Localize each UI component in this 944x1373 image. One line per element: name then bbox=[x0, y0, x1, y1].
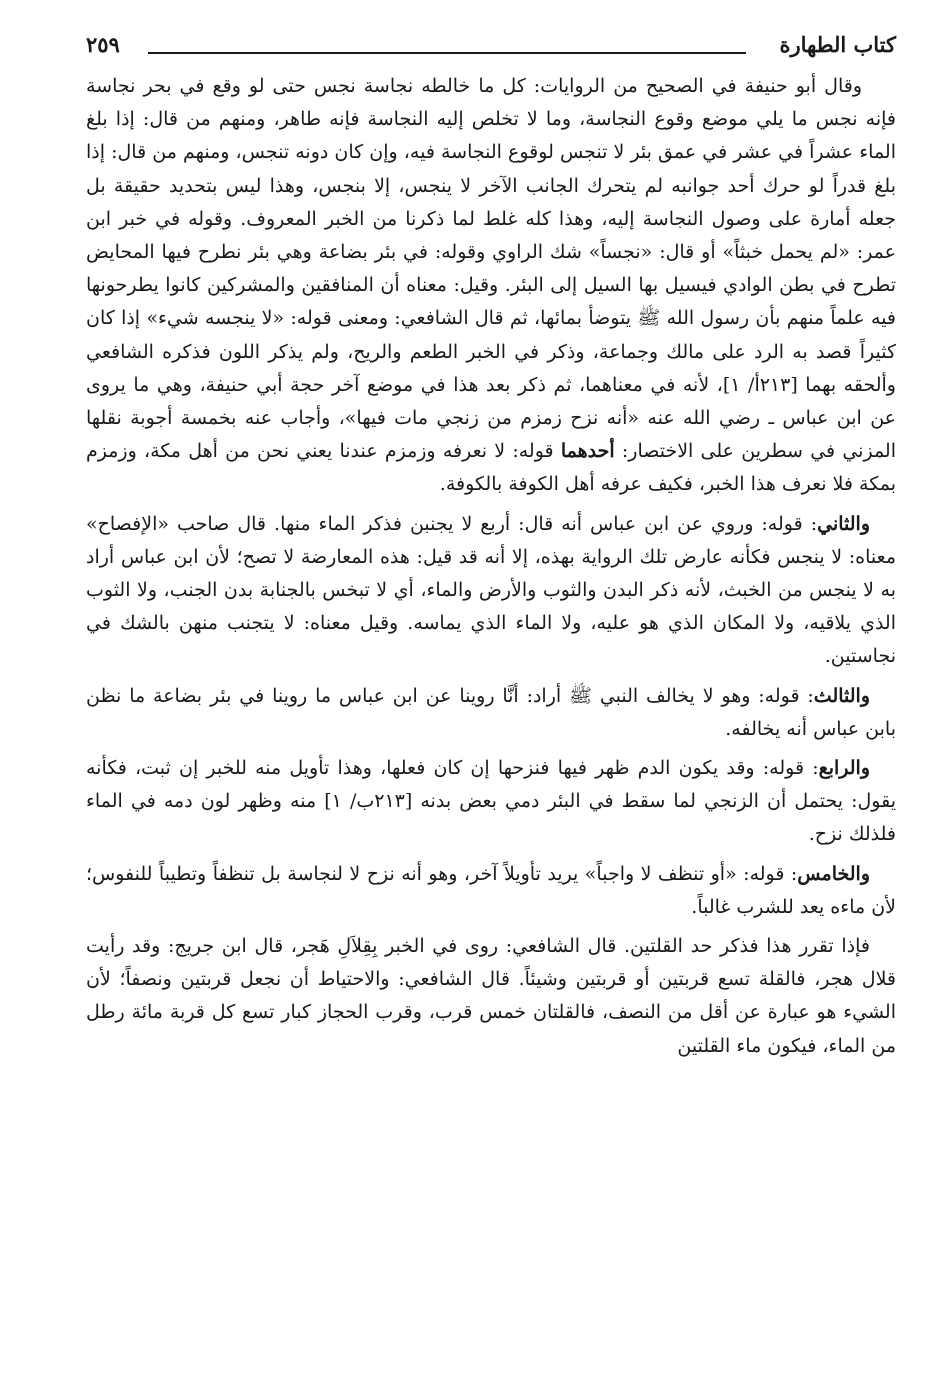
paragraph-6-text: فإذا تقرر هذا فذكر حد القلتين. قال الشافعي: روى في الخبر بِقِلاَلِ هَجر، قال ابن جريج: وقد رأيت قلال هجر، فالقلة تسع قربتين أو قربتين وشيئاً. قال الشافعي: والاحتياط أن نجعل قربتين ونصفاً؛ لأن الشيء هو عبارة عن أقل من النصف، فالقلتان خمس قرب، وقرب الحجاز كبار تسع كل قربة مائة رطل من الماء، فيكون ماء القلتين bbox=[86, 935, 896, 1057]
paragraph-6 bbox=[86, 930, 896, 1063]
paragraph-5 bbox=[86, 858, 896, 924]
book-title: كتاب الطهارة bbox=[779, 32, 896, 57]
paragraph-4 bbox=[86, 752, 896, 852]
paragraph-3 bbox=[86, 680, 896, 746]
paragraph-2-text: : قوله: وروي عن ابن عباس أنه قال: أربع لا يجنبن فذكر الماء منها. قال صاحب «الإفصاح» معناه: لا ينجس فكأنه عارض تلك الرواية بهذه، إلا أنه قد قيل: هذه المعارضة لا تصح؛ لأن ابن عباس أراد به لا ينجس من الخبث، لأنه ذكر البدن والثوب والأرض والماء، أي لا تبخس بالجنابة بدن الجنب، ولا الثوب الذي يلاقيه، ولا المكان الذي هو عليه، ولا الماء الذي يماسه. وقيل معناه: لا يتجنب منهن بالشك في نجاستين. bbox=[86, 512, 896, 668]
paragraph-1-text: وقال أبو حنيفة في الصحيح من الروايات: كل ما خالطه نجاسة نجس حتى لو وقع في بحر نجاسة فإنه نجس ما يلي موضع وقوع النجاسة، وما لا تخلص إليه النجاسة فإنه طاهر، ومنهم من قال: إذا بلغ الماء عشراً في عشر في عمق بئر لا تنجس لوقوع النجاسة فيه، وإن كان دونه تنجس، ومنهم من قال: إذا بلغ قدراً لو حرك أحد جوانبه لم يتحرك الجانب الآخر لا ينجس، إلا بنجس، وهذا ليس بتحديد حقيقة بل جعله أمارة على وصول النجاسة إليه، وهذا كله غلط لما ذكرنا من الخبر المعروف. وقوله في خبر ابن عمر: «لم يحمل خبثاً» أو قال: «نجساً» شك الراوي وقوله: في بئر بضاعة وهي بئر نطرح فيها المحايض تطرح في بطن الوادي فيسيل بها السيل إلى البئر. وقيل: معناه أن المنافقين والمشركين كانوا يطرحونها فيه علماً منهم بأن رسول الله ﷺ يتوضأ بمائها، ثم قال الشافعي: ومعنى قوله: «لا ينجسه شيء» إذا كان كثيراً قصد به الرد على مالك وجماعة، وذكر في الخبر الطعم والريح، ولم يذكر اللون فذكره الشافعي وألحقه بهما [٢١٣أ/ ١]، لأنه في معناهما، ثم ذكر بعد هذا في موضع آخر حجة أبي حنيفة، وهي ما يروى عن ابن عباس ـ رضي الله عنه «أنه نزح زمزم من زنجي مات فيها»، وأجاب عنه بخمسة أجوبة نقلها المزني في سطرين على الاختصار: bbox=[86, 75, 896, 463]
book-page bbox=[86, 28, 896, 1069]
paragraph-3-text: : قوله: وهو لا يخالف النبي ﷺ أراد: أنَّا روينا عن ابن عباس ما روينا في بئر بضاعة ما نظن بابن عباس أنه يخالفه. bbox=[86, 684, 896, 740]
header-rule bbox=[148, 52, 746, 54]
running-header bbox=[86, 28, 896, 70]
third-answer-label: والثالث bbox=[813, 684, 870, 707]
fourth-answer-label: والرابع bbox=[818, 757, 870, 780]
paragraph-4-text: : قوله: وقد يكون الدم ظهر فيها فنزحها إن كان فعلها، وهذا تأويل منه للخبر إن ثبت، فكأنه يقول: يحتمل أن الزنجي لما سقط في البئر دمي بعض بدنه [٢١٣ب/ ١] منه وظهر لون دمه في الماء فلذلك نزح. bbox=[86, 757, 896, 846]
first-answer-label: أحدهما bbox=[560, 440, 615, 463]
page-number: ٢٥٩ bbox=[86, 32, 120, 57]
paragraph-1-tail: قوله: لا نعرفه وزمزم عندنا يعني نحن من أهل مكة، وزمزم بمكة فلا نعرف هذا الخبر، فكيف عرفه أهل الكوفة بالكوفة. bbox=[86, 440, 896, 496]
paragraph-2 bbox=[86, 508, 896, 674]
paragraph-5-text: : قوله: «أو تنظف لا واجباً» يريد تأويلاً آخر، وهو أنه نزح لا لنجاسة بل تنظفاً وتطيباً للنفوس؛ لأن ماءه يعد للشرب غالباً. bbox=[86, 862, 896, 918]
paragraph-1 bbox=[86, 70, 896, 502]
fifth-answer-label: والخامس bbox=[797, 862, 870, 885]
main-text bbox=[86, 70, 896, 1063]
second-answer-label: والثاني bbox=[817, 512, 870, 535]
